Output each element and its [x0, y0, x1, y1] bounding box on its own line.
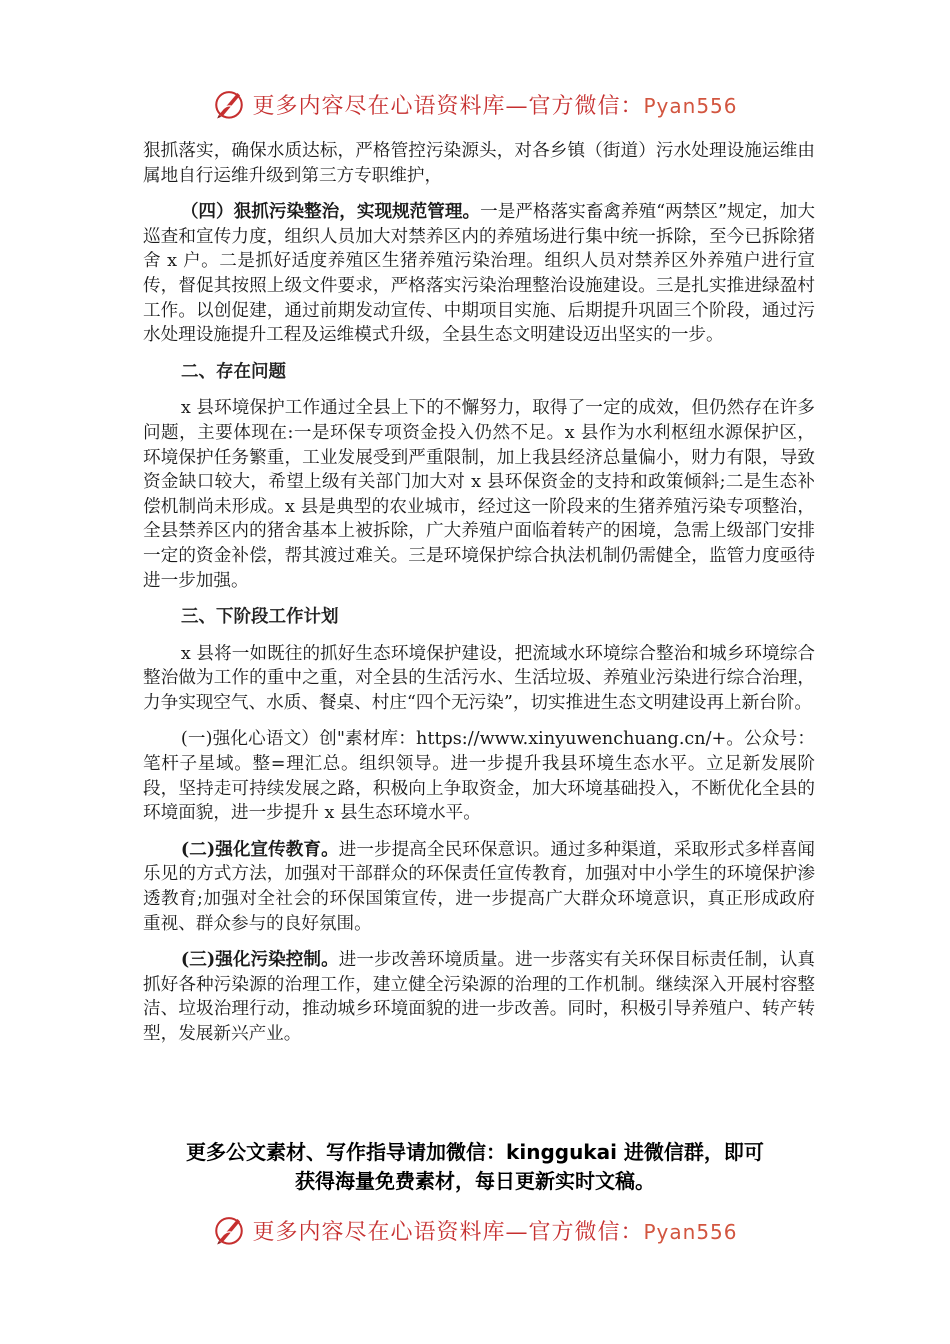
paragraph-problems: x 县环境保护工作通过全县上下的不懈努力，取得了一定的成效，但仍然存在许多问题，主要体现在:一是环保专项资金投入仍然不足。x 县作为水利枢纽水源保护区，环境保护任务繁重，工业发展受到严重限制，加上我县经济总量偏小，财力有限，导致资金缺口较大，希望上级有关部门加大对 x 县环保资金的支持和政策倾斜;二是生态补偿机制尚未形成。x 县是典型的农业城市，经过这一阶段来的生猪养殖污染专项整治，全县禁养区内的猪舍基本上被拆除，广大养殖户面临着转产的困境，急需上级部门安排一定的资金补偿，帮其渡过难关。三是环境保护综合执法机制仍需健全，监管力度亟待进一步加强。	[143, 398, 815, 591]
paragraph-plan: x 县将一如既往的抓好生态环境保护建设，把流域水环境综合整治和城乡环境综合整治做为工作的重中之重，对全县的生活污水、生活垃圾、养殖业污染进行综合治理，力争实现空气、水质、餐桌、村庄“四个无污染”，切实推进生态文明建设再上新台阶。	[143, 643, 815, 713]
plan-item-2-lead: (二)强化宣传教育。	[180, 838, 339, 860]
document-body	[143, 139, 815, 1047]
section-heading-problems: 二、存在问题	[181, 361, 286, 382]
promo-line-2: 获得海量免费素材，每日更新实时文稿。	[295, 1169, 655, 1193]
banner-text: 更多内容尽在心语资料库—官方微信：Pyan556	[252, 1219, 738, 1245]
plan-item-3-text: 进一步改善环境质量。进一步落实有关环保目标责任制，认真抓好各种污染源的治理工作，建立健全污染源的治理的工作机制。继续深入开展村容整洁、垃圾治理行动，推动城乡环境面貌的进一步改善。同时，积极引导养殖户、转产转型，发展新兴产业。	[143, 950, 815, 1044]
promo-line-1: 更多公文素材、写作指导请加微信：kinggukai 进微信群，即可	[186, 1140, 764, 1164]
section-heading-plan: 三、下阶段工作计划	[181, 607, 339, 628]
paragraph-plan-item-2	[143, 838, 815, 936]
header-banner	[0, 84, 950, 124]
paragraph-item-4	[143, 200, 815, 348]
pen-circle-logo-icon	[212, 1213, 246, 1247]
item-4-lead: （四）狠抓污染整治，实现规范管理。	[180, 201, 481, 223]
pen-circle-logo-icon	[212, 87, 246, 121]
item-4-text: 一是严格落实畜禽养殖“两禁区”规定，加大巡查和宣传力度，组织人员加大对禁养区内的养殖场进行集中统一拆除，至今已拆除猪舍 x 户。二是抓好适度养殖区生猪养殖污染治理。组织人员对禁养区外养殖户进行宣传，督促其按照上级文件要求，严格落实污染治理整治设施建设。三是扎实推进绿盈村工作。以创促建，通过前期发动宣传、中期项目实施、后期提升巩固三个阶段，通过污水处理设施提升工程及运维模式升级，全县生态文明建设迈出坚实的一步。	[143, 202, 815, 346]
paragraph-plan-item-1: (一)强化心语文）创"素材库：https://www.xinyuwenchuang.cn/+。公众号：笔杆子星域。整=理汇总。组织领导。进一步提升我县环境生态水平。立足新发展阶段，坚持走可持续发展之路，积极向上争取资金，加大环境基础投入，不断优化全县的环境面貌，进一步提升 x 县生态环境水平。	[143, 729, 815, 824]
plan-item-2-text: 进一步提高全民环保意识。通过多种渠道，采取形式多样喜闻乐见的方式方法，加强对干部群众的环保责任宣传教育，加强对中小学生的环境保护渗透教育;加强对全社会的环保国策宣传，进一步提高广大群众环境意识，真正形成政府重视、群众参与的良好氛围。	[143, 839, 815, 934]
promo-footer	[0, 1138, 950, 1196]
paragraph-plan-item-3	[143, 948, 815, 1046]
paragraph-continuation: 狠抓落实，确保水质达标，严格管控污染源头，对各乡镇（街道）污水处理设施运维由属地自行运维升级到第三方专职维护，	[143, 141, 815, 186]
plan-item-3-lead: (三)强化污染控制。	[180, 949, 339, 971]
banner-text: 更多内容尽在心语资料库—官方微信：Pyan556	[252, 93, 738, 119]
footer-banner	[0, 1210, 950, 1250]
